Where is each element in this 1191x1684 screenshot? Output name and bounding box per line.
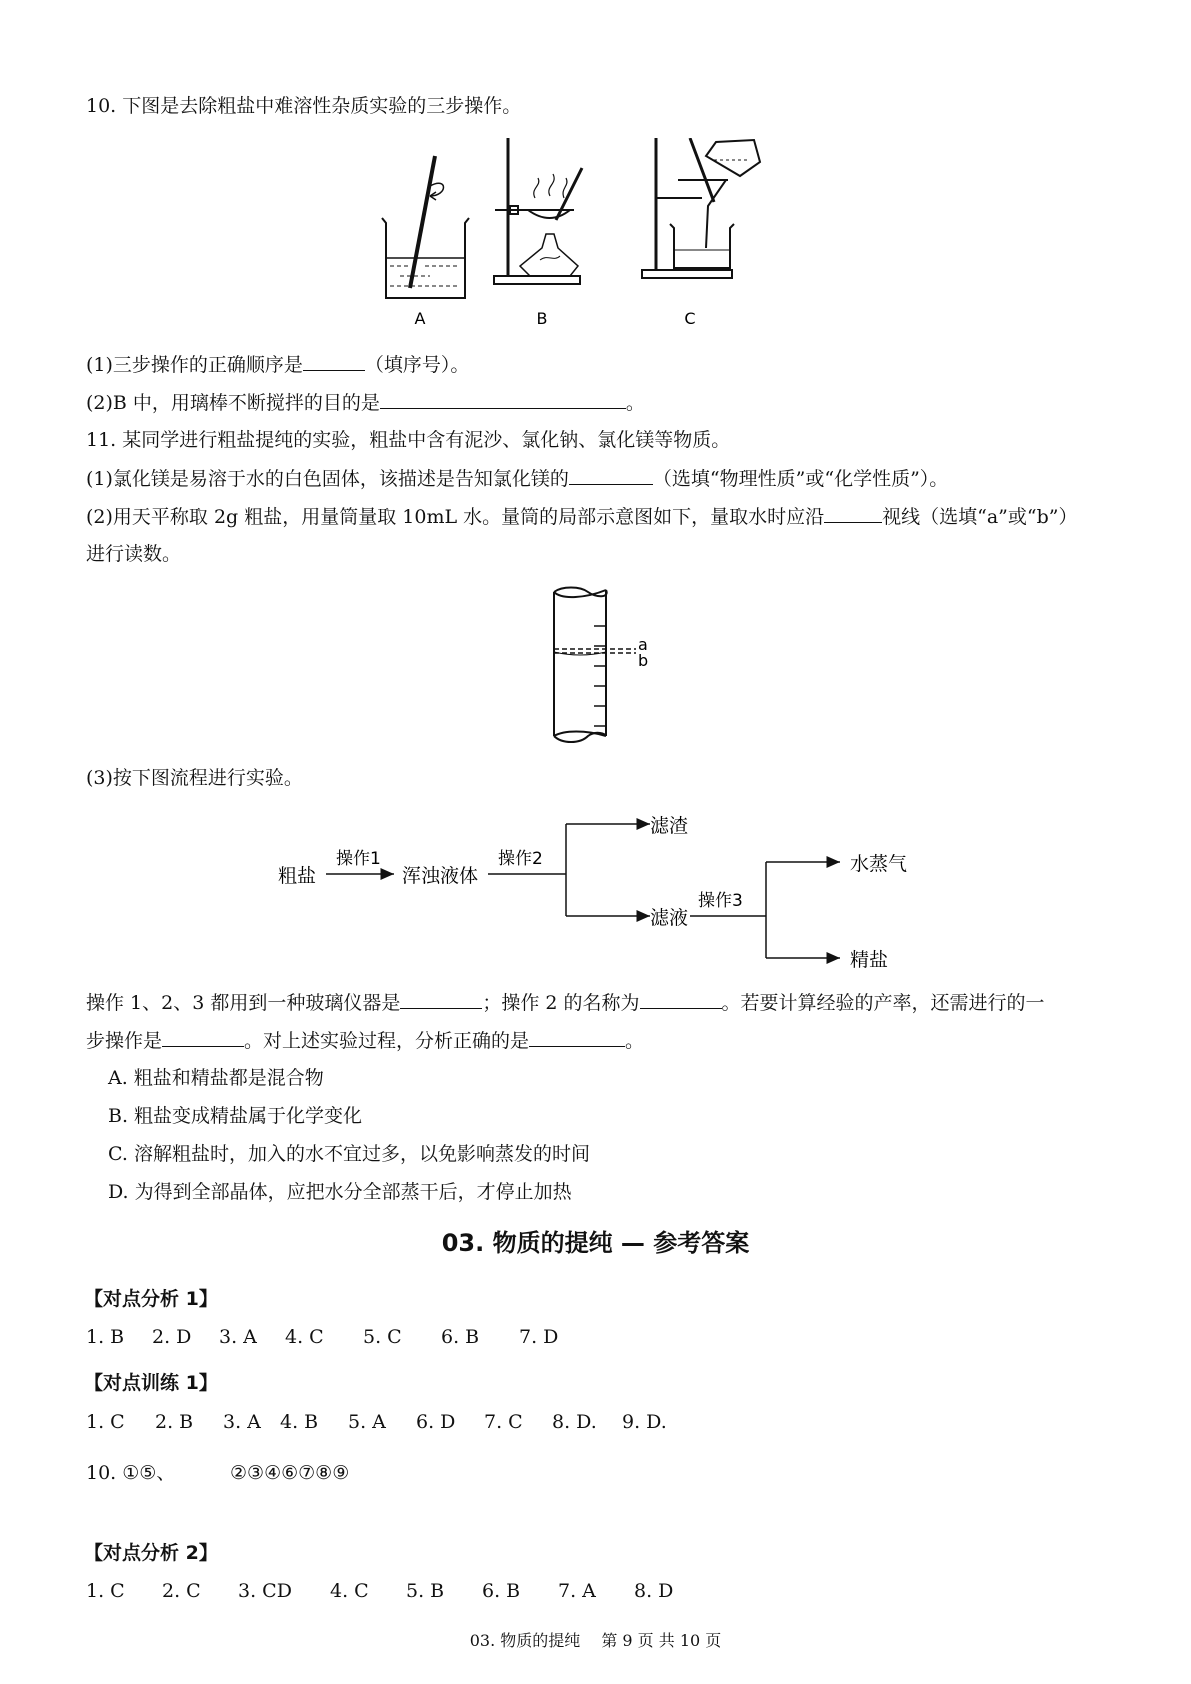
answer-item: 10. ①⑤、 [86,1462,176,1484]
figure-label-b: B [536,309,548,328]
answer-item: 7. A [558,1580,596,1602]
q11-stem: 11. 某同学进行粗盐提纯的实验，粗盐中含有泥沙、氯化钠、氯化镁等物质。 [86,429,731,451]
answer-item: 1. C [86,1411,125,1433]
q11-sub1 [86,466,948,491]
flow-fine-salt: 精盐 [850,949,889,971]
option-b: B. 粗盐变成精盐属于化学变化 [108,1105,363,1127]
q11-text1-a: 操作 1、2、3 都用到一种玻璃仪器是 [86,992,401,1014]
q11-text1-c: 。若要计算经验的产率，还需进行的一 [721,992,1045,1014]
q11-text2 [86,1028,644,1053]
evaporation-figure [494,138,582,284]
answer-blank[interactable] [400,990,482,1009]
q11-text2-c: 。 [625,1030,645,1052]
q10-sub1 [86,352,469,377]
answer-item: 3. CD [238,1580,292,1602]
answer-row-4 [86,1580,673,1602]
filtration-figure [642,138,760,278]
q11-sub3: (3)按下图流程进行实验。 [86,767,303,789]
flow-residue: 滤渣 [650,815,689,837]
answer-item: 3. A [219,1326,257,1348]
q11-sub2-suffix: 视线（选填“a”或“b”） [882,506,1078,528]
answer-item: 7. C [484,1411,523,1433]
beaker-stirring-figure [382,156,469,298]
answer-item: 6. D [416,1411,456,1433]
section-heading: 【对点分析 1】 [84,1288,218,1310]
answer-blank[interactable] [380,390,626,409]
option-d: D. 为得到全部晶体，应把水分全部蒸干后，才停止加热 [108,1181,572,1203]
answer-item: 8. D. [552,1411,597,1433]
answer-row-2 [86,1411,667,1433]
q11-sub2-text: (2)用天平称取 2g 粗盐，用量筒量取 10mL 水。量筒的局部示意图如下，量取水时应沿 [86,506,825,528]
answer-item: 2. D [152,1326,192,1348]
q11-sub2 [86,504,1078,529]
figure-label-a: A [414,309,426,328]
flow-op2: 操作2 [498,849,543,869]
line-label-b: b [638,651,649,670]
answer-item: ②③④⑥⑦⑧⑨ [230,1462,350,1484]
section-heading: 【对点训练 1】 [84,1372,218,1394]
q10-sub1-text: (1)三步操作的正确顺序是 [86,354,303,376]
process-flow-diagram [270,806,930,976]
q11-sub2-cont: 进行读数。 [86,543,182,565]
option-c: C. 溶解粗盐时，加入的水不宜过多，以免影响蒸发的时间 [108,1143,590,1165]
q10-stem: 10. 下图是去除粗盐中难溶性杂质实验的三步操作。 [86,95,522,117]
answer-item: 3. A [223,1411,261,1433]
answer-blank[interactable] [569,466,653,485]
answer-item: 4. C [285,1326,324,1348]
option-a: A. 粗盐和精盐都是混合物 [108,1067,324,1089]
page-footer: 03. 物质的提纯 第 9 页 共 10 页 [469,1631,722,1650]
answer-item: 7. D [519,1326,559,1348]
line-label-a: a [638,635,648,654]
flow-crude-salt: 粗盐 [278,865,317,887]
answer-item: 4. C [330,1580,369,1602]
answer-item: 5. C [363,1326,402,1348]
q10-sub2-text: (2)B 中，用璃棒不断搅拌的目的是 [86,392,380,414]
answer-blank[interactable] [162,1028,244,1047]
flow-turbid-liquid: 浑浊液体 [402,865,479,887]
answer-item: 9. D. [622,1411,667,1433]
answer-blank[interactable] [640,990,722,1009]
flow-filtrate: 滤液 [650,907,689,929]
graduated-cylinder-figure [540,586,660,750]
q11-sub1-text: (1)氯化镁是易溶于水的白色固体，该描述是告知氯化镁的 [86,468,569,490]
answer-item: 6. B [441,1326,480,1348]
answer-blank[interactable] [303,352,365,371]
section-heading: 【对点分析 2】 [84,1542,218,1564]
answer-item: 5. B [406,1580,445,1602]
flow-op1: 操作1 [336,849,381,869]
q11-text1-b: ；操作 2 的名称为 [482,992,640,1014]
answer-item: 6. B [482,1580,521,1602]
answer-title: 03. 物质的提纯 — 参考答案 [441,1229,750,1257]
answer-item: 2. C [162,1580,201,1602]
answer-blank[interactable] [529,1028,625,1047]
q11-text1 [86,990,1045,1015]
q11-text2-a: 步操作是 [86,1030,163,1052]
q11-text2-b: 。对上述实验过程，分析正确的是 [244,1030,530,1052]
answer-item: 5. A [348,1411,386,1433]
answer-row-3 [86,1458,349,1485]
q10-sub1-suffix: （填序号）。 [364,354,470,376]
answer-row-1 [86,1326,558,1348]
answer-item: 1. C [86,1580,125,1602]
q10-apparatus-figure [370,138,840,338]
flow-water-vapor: 水蒸气 [850,853,908,875]
flow-op3: 操作3 [698,891,743,911]
answer-item: 4. B [280,1411,319,1433]
figure-label-c: C [684,309,696,328]
q10-sub2 [86,390,645,415]
answer-item: 2. B [155,1411,194,1433]
q11-sub1-suffix: （选填“物理性质”或“化学性质”）。 [652,468,949,490]
answer-item: 8. D [634,1580,674,1602]
answer-blank[interactable] [824,504,882,523]
q10-sub2-suffix: 。 [625,392,645,414]
answer-item: 1. B [86,1326,125,1348]
